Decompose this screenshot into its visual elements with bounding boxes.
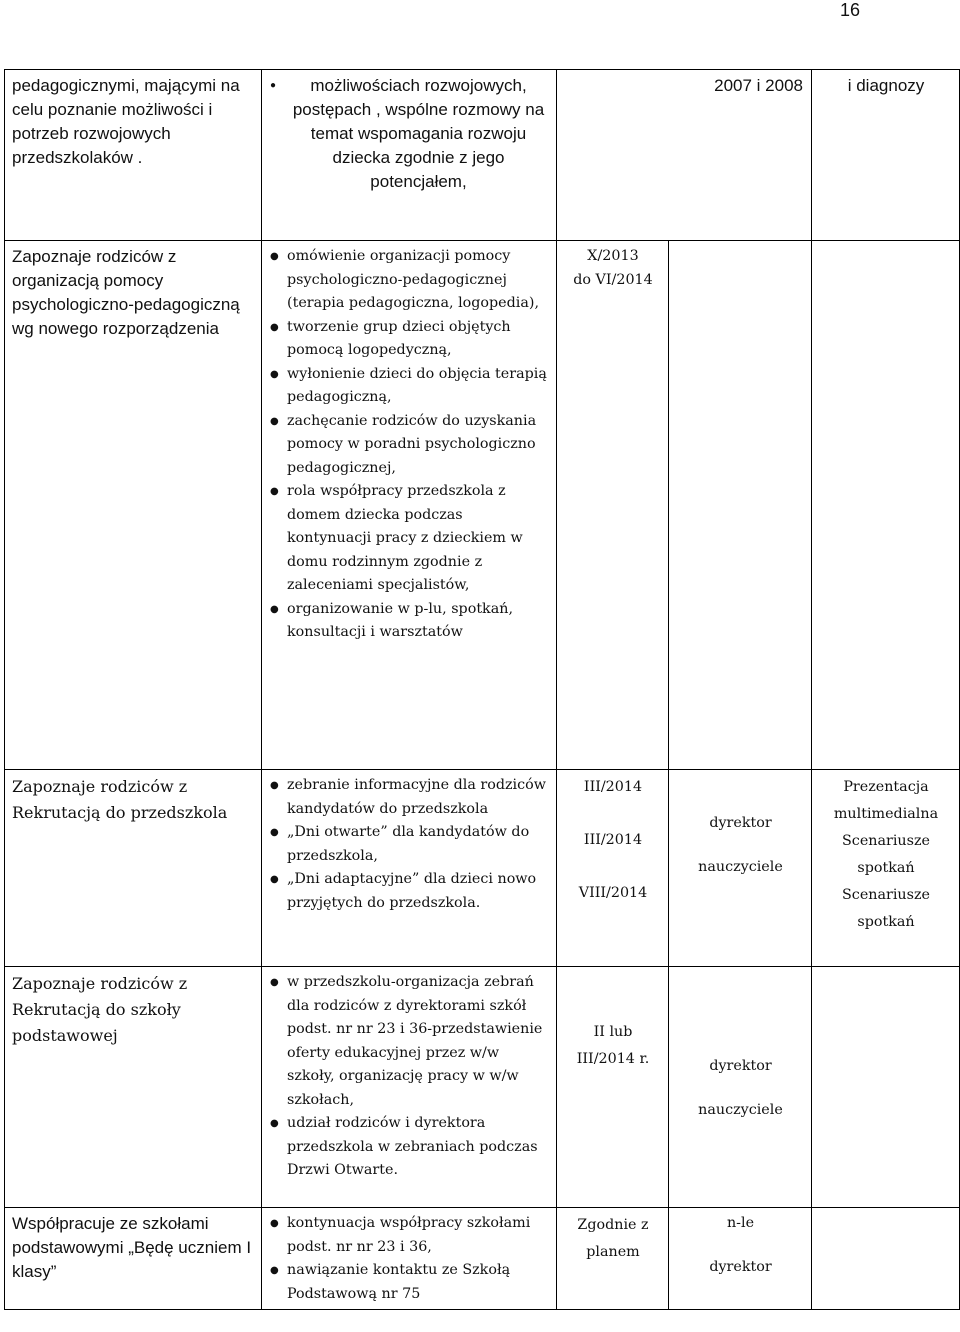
evidence-cell <box>812 770 960 967</box>
plan-table <box>4 69 960 1310</box>
table-row <box>5 967 960 1208</box>
list-item: ● tworzenie grup dzieci objętych pomocą logopedyczną, <box>287 316 550 363</box>
table-row <box>5 241 960 770</box>
list-item: ● wyłonienie dzieci do objęcia terapią pedagogiczną, <box>287 363 550 410</box>
table-row <box>5 1208 960 1310</box>
date-text: X/2013 <box>587 248 639 264</box>
date-text: do VI/2014 <box>573 271 653 288</box>
activities-cell <box>262 967 557 1208</box>
task-cell: Zapoznaje rodziców z Rekrutacją do szkoły podstawowej <box>5 967 262 1208</box>
evidence-text: Scenariusze spotkań <box>842 887 930 930</box>
list-item: ● kontynuacja współpracy szkołami podst. nr nr 23 i 36, <box>287 1212 550 1259</box>
list-item: ● nawiązanie kontaktu ze Szkołą Podstawową nr 75 <box>287 1259 550 1306</box>
dates-cell <box>557 770 669 967</box>
responsible-cell <box>669 770 812 967</box>
list-item: ● udział rodziców i dyrektora przedszkola w zebraniach podczas Drzwi Otwarte. <box>287 1112 550 1183</box>
date-text: 2007 i 2008 <box>714 76 803 95</box>
evidence-cell <box>812 1208 960 1310</box>
list-item: ● „Dni otwarte” dla kandydatów do przedszkola, <box>287 821 550 868</box>
table-row <box>5 770 960 967</box>
date-text: III/2014 <box>583 779 643 795</box>
activities-cell <box>262 241 557 770</box>
page-number: 16 <box>840 0 861 20</box>
responsible-cell <box>669 967 812 1208</box>
evidence-cell <box>812 241 960 770</box>
list-item: ● w przedszkolu-organizacja zebrań dla rodziców z dyrektorami szkół podst. nr nr 23 i 36-przedstawienie oferty edukacyjnej przez w/w szkoły, organizację pracy w w/w szkołach, <box>287 971 550 1112</box>
responsible-text: n-le <box>726 1215 755 1231</box>
dates-cell <box>557 241 669 770</box>
list-item: ● możliwościach rozwojowych, postępach , wspólne rozmowy na temat wspomagania rozwoju dziecka zgodnie z jego potencjałem, <box>287 74 550 194</box>
task-cell: Zapoznaje rodziców z Rekrutacją do przedszkola <box>5 770 262 967</box>
activities-cell <box>262 70 557 241</box>
responsible-text: nauczyciele <box>698 859 783 875</box>
date-text: II lub <box>593 1024 633 1040</box>
list-item: ● omówienie organizacji pomocy psychologiczno-pedagogicznej (terapia pedagogiczna, logopedia), <box>287 245 550 316</box>
evidence-cell <box>812 967 960 1208</box>
date-text: VIII/2014 <box>578 885 648 901</box>
dates-cell <box>557 967 669 1208</box>
dates-cell <box>557 1208 669 1310</box>
date-text: planem <box>586 1244 640 1260</box>
responsible-cell <box>669 1208 812 1310</box>
evidence-cell <box>812 70 960 241</box>
task-cell: Zapoznaje rodziców z organizacją pomocy psychologiczno-pedagogiczną wg nowego rozporządzenia <box>5 241 262 770</box>
dates-cell <box>557 70 812 241</box>
list-item: ● organizowanie w p-lu, spotkań, konsultacji i warsztatów <box>287 598 550 645</box>
activities-cell <box>262 1208 557 1310</box>
date-text: Zgodnie z <box>577 1217 649 1233</box>
evidence-text: Prezentacja multimedialna <box>833 779 939 822</box>
evidence-text: i diagnozy <box>847 76 925 95</box>
date-text: III/2014 r. <box>576 1051 650 1067</box>
list-item: ● „Dni adaptacyjne” dla dzieci nowo przyjętych do przedszkola. <box>287 868 550 915</box>
task-cell: pedagogicznymi, mającymi na celu poznanie możliwości i potrzeb rozwojowych przedszkolaków . <box>5 70 262 241</box>
date-text: III/2014 <box>583 832 643 848</box>
responsible-text: nauczyciele <box>698 1102 783 1118</box>
task-cell: Współpracuje ze szkołami podstawowymi „Będę uczniem I klasy” <box>5 1208 262 1310</box>
responsible-text: dyrektor <box>709 1058 772 1074</box>
responsible-text: dyrektor <box>709 1259 772 1275</box>
list-item: ● rola współpracy przedszkola z domem dziecka podczas kontynuacji pracy z dzieckiem w domu rodzinnym zgodnie z zaleceniami specjalistów, <box>287 480 550 598</box>
responsible-cell <box>669 241 812 770</box>
responsible-text: dyrektor <box>709 815 772 831</box>
evidence-text: Scenariusze spotkań <box>842 833 930 876</box>
activities-cell <box>262 770 557 967</box>
table-row <box>5 70 960 241</box>
list-item: ● zebranie informacyjne dla rodziców kandydatów do przedszkola <box>287 774 550 821</box>
list-item: ● zachęcanie rodziców do uzyskania pomocy w poradni psychologiczno pedagogicznej, <box>287 410 550 481</box>
